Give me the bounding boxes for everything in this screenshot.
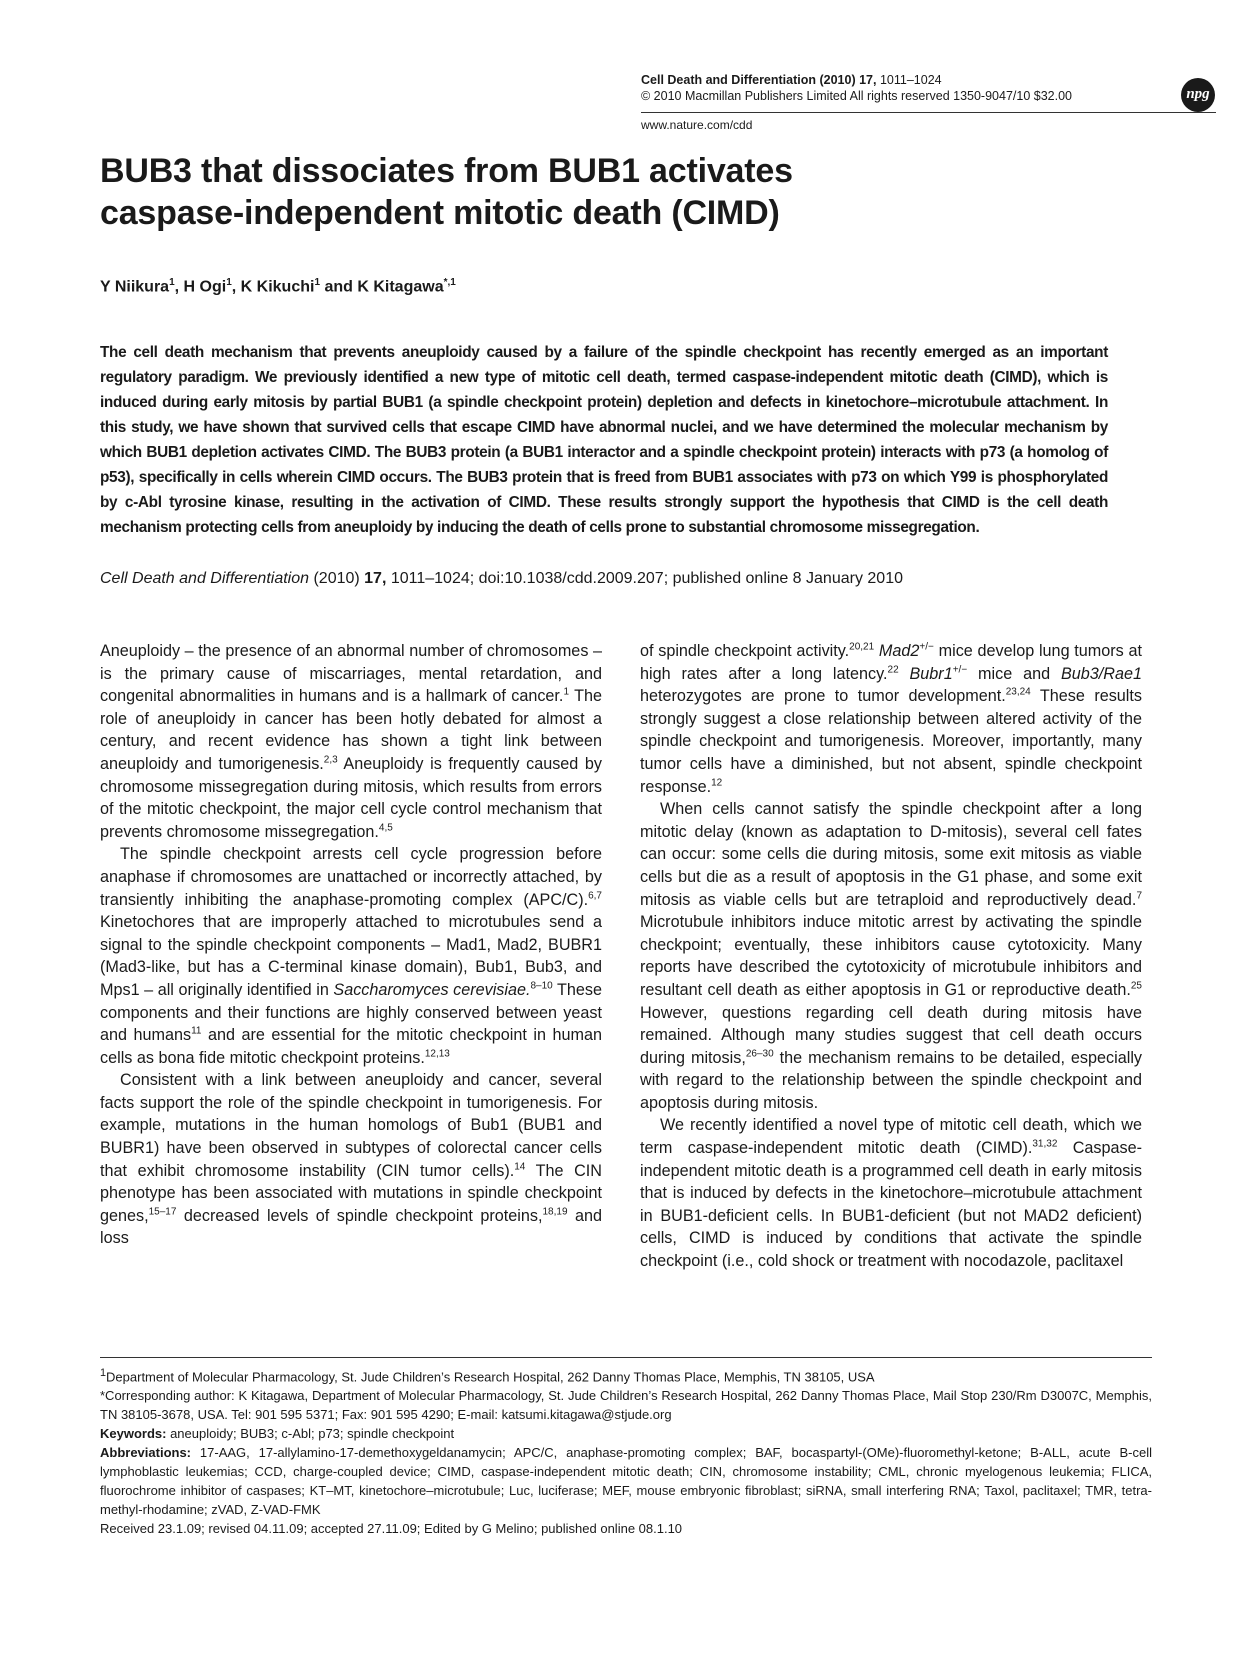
reference-mark[interactable]: 15–17 — [148, 1206, 177, 1218]
reference-mark[interactable]: 4,5 — [378, 822, 393, 834]
body-paragraph — [640, 1114, 1142, 1272]
body-paragraph — [100, 1069, 602, 1250]
title-line-1: BUB3 that dissociates from BUB1 activates — [100, 152, 793, 190]
body-paragraph — [100, 843, 602, 1069]
journal-website[interactable]: www.nature.com/cdd — [641, 118, 753, 132]
reference-mark[interactable]: 12 — [711, 777, 723, 789]
body-text: However, questions regarding cell death during mitosis have remained. Although many studies suggest that cell death occurs during mitosis, — [640, 1003, 1142, 1067]
body-column-right — [640, 640, 1142, 1273]
citation-volume: 17, — [364, 570, 387, 587]
author-name: Y Niikura — [100, 278, 170, 296]
affiliation-mark: *,1 — [443, 277, 456, 288]
reference-mark[interactable]: 12,13 — [424, 1048, 450, 1060]
body-text: Consistent with a link between aneuploidy and cancer, several facts support the role of the spindle checkpoint in tumorigenesis. For example, mutations in the human homologs of Bub1 (BUB1 and BUBR1) have been observed in subtypes of colorectal cancer cells that exhibit chromosome instability (CIN tumor cells). — [100, 1071, 602, 1180]
body-text: The CIN phenotype has been associated with mutations in spindle checkpoint genes, — [100, 1161, 602, 1225]
reference-mark[interactable]: 1 — [563, 686, 569, 698]
body-paragraph — [640, 798, 1142, 1114]
body-paragraph — [640, 640, 1142, 798]
body-text: The role of aneuploidy in cancer has been hotly debated for almost a century, and recent evidence has shown a tight link between aneuploidy and tumorigenesis. — [100, 687, 603, 773]
body-text: We recently identified a novel type of mitotic cell death, which we term caspase-independent mitotic death (CIMD). — [640, 1116, 1142, 1158]
body-paragraph — [100, 640, 602, 843]
header-rule — [641, 112, 1216, 113]
reference-mark[interactable]: 25 — [1130, 980, 1142, 992]
footnotes — [100, 1364, 1152, 1538]
journal-header — [641, 72, 1161, 104]
title-line-2: caspase-independent mitotic death (CIMD) — [100, 194, 780, 232]
keywords-text: aneuploidy; BUB3; c-Abl; p73; spindle checkpoint — [166, 1426, 455, 1442]
reference-mark[interactable]: 14 — [514, 1161, 526, 1173]
reference-mark[interactable]: 31,32 — [1032, 1138, 1058, 1150]
reference-mark[interactable]: 23,24 — [1005, 686, 1031, 698]
keywords-label: Keywords: — [100, 1426, 167, 1442]
corresponding-author-note: *Corresponding author: K Kitagawa, Department of Molecular Pharmacology, St. Jude Children’s Research Hospital, 262 Danny Thomas Place, Mail Stop 230/Rm D3007C, Memphis, TN 38105-3678, USA. Tel: 901 595 5371; Fax: 901 595 4290; E-mail: katsumi.kitagawa@stjude.org — [100, 1388, 1152, 1423]
footnote-rule — [100, 1357, 1152, 1358]
body-text: These components and their functions are highly conserved between yeast and humans — [100, 980, 603, 1045]
reference-mark[interactable]: 26–30 — [745, 1048, 774, 1060]
author-name: , K Kikuchi — [231, 278, 315, 296]
abbreviations-label: Abbreviations: — [100, 1445, 192, 1461]
affiliation-text: Department of Molecular Pharmacology, St. Jude Children’s Research Hospital, 262 Danny Thomas Place, Memphis, TN 38105, USA — [106, 1369, 875, 1385]
npg-logo: npg — [1181, 78, 1215, 112]
body-text: When cells cannot satisfy the spindle checkpoint after a long mitotic delay (known as adaptation to D-mitosis), several cell fates can occur: some cells die during mitosis, some exit mitosis as viable cells but die as a result of apoptosis in the G1 phase, and some exit mitosis as viable cells but are tetraploid and reproductively dead. — [640, 800, 1142, 909]
reference-mark[interactable]: 2,3 — [323, 754, 338, 766]
body-text: Aneuploidy is frequently caused by chromosome missegregation during mitosis, which results from errors of the mitotic checkpoint, the major cell cycle control mechanism that prevents chromosome missegregation. — [100, 754, 602, 841]
citation-journal: Cell Death and Differentiation — [100, 570, 310, 587]
genotype-mark: +/− — [919, 641, 934, 653]
journal-citation-line — [641, 72, 1161, 88]
body-column-left — [100, 640, 602, 1250]
body-text: Caspase-independent mitotic death is a programmed cell death in early mitosis that is induced by defects in the kinetochore–microtubule attachment in BUB1-deficient cells. In BUB1-deficient (but not MAD2 deficient) cells, CIMD is induced by conditions that activate the spindle checkpoint (i.e., cold shock or treatment with nocodazole, paclitaxel — [640, 1139, 1142, 1271]
reference-mark[interactable]: 11 — [191, 1025, 202, 1037]
species-name: Saccharomyces cerevisiae. — [333, 980, 531, 999]
journal-pages: 1011–1024 — [876, 73, 942, 87]
reference-mark[interactable]: 18,19 — [542, 1206, 568, 1218]
abbreviations-note — [100, 1443, 1152, 1519]
citation-year: (2010) — [309, 570, 365, 587]
affiliation-note — [100, 1364, 1152, 1386]
author-name: and K Kitagawa — [320, 278, 444, 296]
gene-name: Bub3/Rae1 — [1060, 664, 1142, 683]
affiliation-mark: 1 — [100, 1367, 107, 1379]
body-text: mice develop lung tumors at high rates after a long latency. — [640, 642, 1142, 683]
reference-mark[interactable]: 8–10 — [530, 980, 553, 992]
body-text: mice and — [967, 664, 1061, 683]
body-text: Kinetochores that are improperly attached to microtubules send a signal to the spindle checkpoint components – Mad1, Mad2, BUBR1 (Mad3-like, but has a C-terminal kinase domain), Bub1, Bub3, and Mps1 – all originally identified in — [100, 913, 602, 999]
body-text: These results strongly suggest a close relationship between altered activity of the spindle checkpoint and tumorigenesis. Moreover, importantly, many tumor cells have a diminished, but not absent, spindle checkpoint response. — [640, 687, 1142, 796]
body-text: decreased levels of spindle checkpoint proteins, — [176, 1206, 543, 1225]
author-name: , H Ogi — [174, 278, 227, 296]
body-text: The spindle checkpoint arrests cell cycle progression before anaphase if chromosomes are unattached or incorrectly attached, by transiently inhibiting the anaphase-promoting complex (APC/C). — [100, 845, 602, 909]
author-list — [100, 277, 456, 296]
body-text: the mechanism remains to be detailed, especially with regard to the relationship between the spindle checkpoint and apoptosis during mitosis. — [640, 1048, 1143, 1112]
affiliation-mark: 1 — [314, 277, 321, 288]
article-citation — [100, 568, 1150, 590]
reference-mark[interactable]: 22 — [887, 664, 899, 676]
body-text: heterozygotes are prone to tumor development. — [640, 687, 1006, 706]
body-text: and loss — [100, 1206, 602, 1248]
body-text: of spindle checkpoint activity. — [640, 642, 850, 660]
body-text: Aneuploidy – the presence of an abnormal number of chromosomes – is the primary cause of miscarriages, mental retardation, and congenital abnormalities in humans and is a hallmark of cancer. — [100, 642, 602, 706]
copyright-line: © 2010 Macmillan Publishers Limited All rights reserved 1350-9047/10 $32.00 — [641, 89, 1072, 103]
received-note: Received 23.1.09; revised 04.11.09; accepted 27.11.09; Edited by G Melino; published online 08.1.10 — [100, 1521, 683, 1537]
article-title — [100, 150, 1100, 234]
reference-mark[interactable]: 7 — [1136, 890, 1142, 902]
affiliation-mark: 1 — [226, 277, 232, 288]
genotype-mark: +/− — [952, 664, 968, 676]
abbreviations-text: 17-AAG, 17-allylamino-17-demethoxygeldanamycin; APC/C, anaphase-promoting complex; BAF, bocaspartyl-(OMe)-fluoromethyl-ketone; B-ALL, acute B-cell lymphoblastic leukemias; CCD, charge-coupled device; CIMD, caspase-independent mitotic death; CIN, chromosome instability; CML, chronic myelogenous leukemia; FLICA, fluorochrome inhibitor of caspases; KT–MT, kinetochore–microtubule; Luc, luciferase; MEF, mouse embryonic fibroblast; siRNA, small interfering RNA; Taxol, paclitaxel; TMR, tetra-methyl-rhodamine; zVAD, Z-VAD-FMK — [100, 1445, 1152, 1518]
gene-name: Bubr1 — [898, 664, 953, 683]
reference-mark[interactable]: 6,7 — [588, 890, 602, 902]
reference-mark[interactable]: 20,21 — [849, 641, 875, 653]
affiliation-mark: 1 — [169, 277, 175, 288]
citation-details: 1011–1024; doi:10.1038/cdd.2009.207; published online 8 January 2010 — [386, 570, 903, 587]
abstract: The cell death mechanism that prevents aneuploidy caused by a failure of the spindle checkpoint has recently emerged as an important regulatory paradigm. We previously identified a new type of mitotic cell death, termed caspase-independent mitotic death (CIMD), which is induced during early mitosis by partial BUB1 (a spindle checkpoint protein) depletion and defects in kinetochore–microtubule attachment. In this study, we have shown that survived cells that escape CIMD have abnormal nuclei, and we have determined the molecular mechanism by which BUB1 depletion activates CIMD. The BUB3 protein (a BUB1 interactor and a spindle checkpoint protein) interacts with p73 (a homolog of p53), specifically in cells wherein CIMD occurs. The BUB3 protein that is freed from BUB1 associates with p73 on which Y99 is phosphorylated by c-Abl tyrosine kinase, resulting in the activation of CIMD. These results strongly support the hypothesis that CIMD is the cell death mechanism protecting cells from aneuploidy by inducing the death of cells prone to substantial chromosome missegregation. — [100, 344, 1108, 536]
body-text: and are essential for the mitotic checkpoint in human cells as bona fide mitotic checkpoint proteins. — [100, 1026, 602, 1067]
keywords-note — [100, 1424, 1152, 1443]
body-text: Microtubule inhibitors induce mitotic arrest by activating the spindle checkpoint; eventually, these inhibitors cause cytotoxicity. Many reports have described the cytotoxicity of microtubule inhibitors and resultant cell death as either apoptosis in G1 or reproductive death. — [640, 913, 1142, 999]
gene-name: Mad2 — [874, 642, 920, 660]
journal-name: Cell Death and Differentiation (2010) 17, — [641, 73, 877, 87]
